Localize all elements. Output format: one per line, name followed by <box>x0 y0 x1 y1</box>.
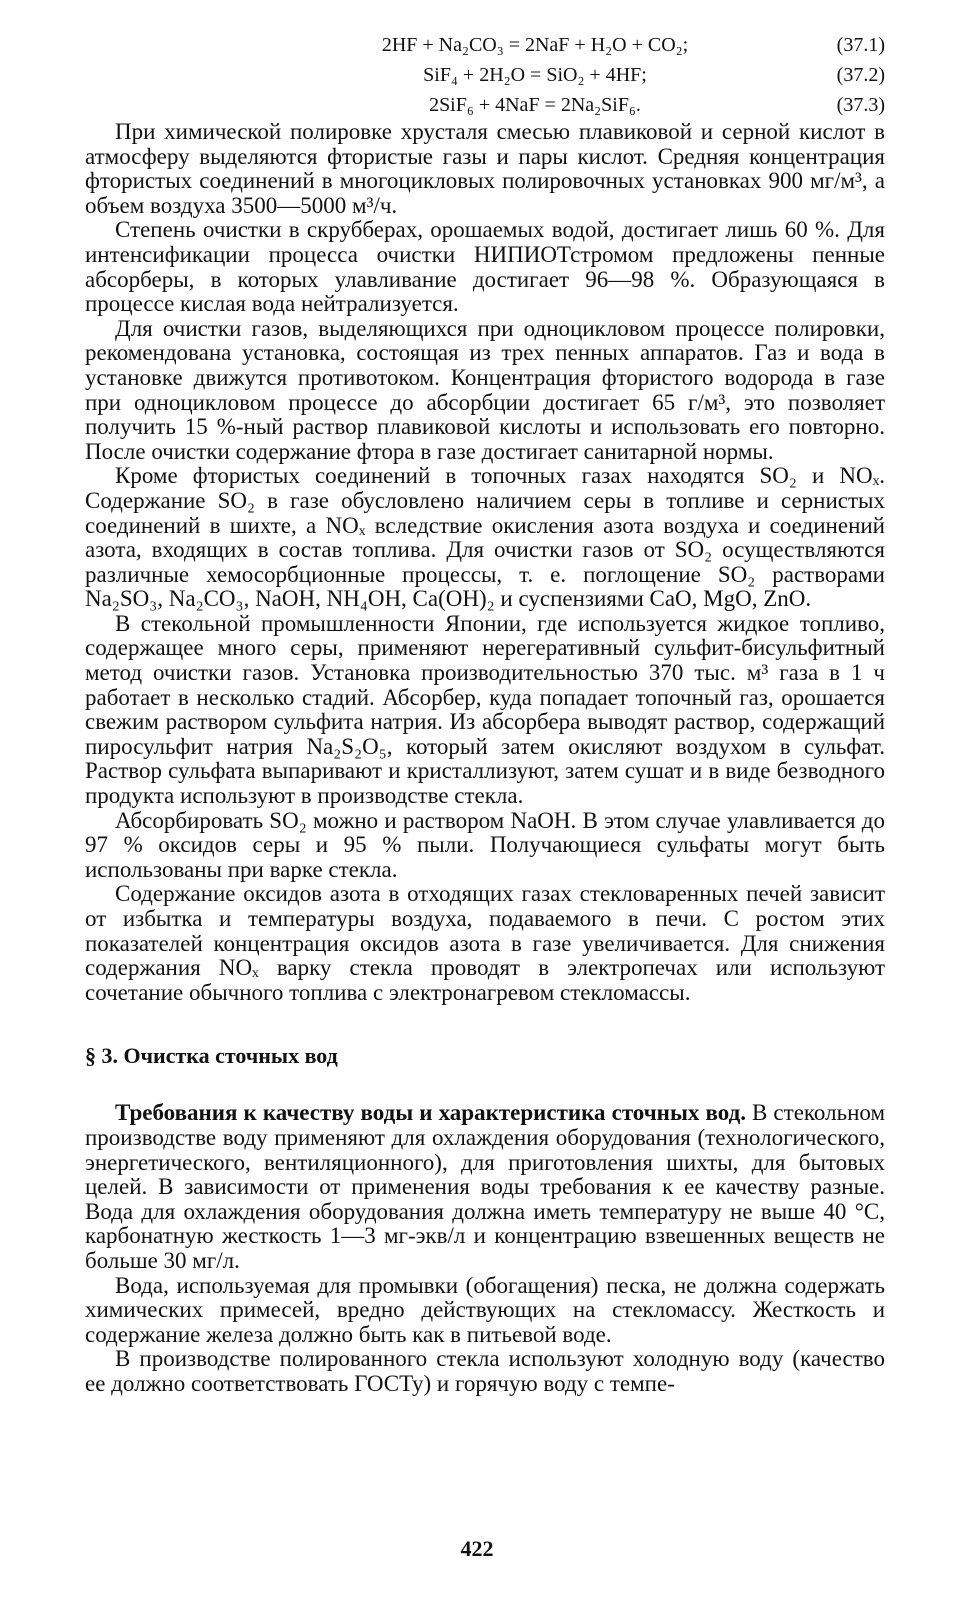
equation-row <box>85 60 885 90</box>
page-body <box>85 30 885 1397</box>
paragraph-text: В стекольном производстве воду применяют для охлаждения оборудования (технологического, энергетического, вентиляционного), для приготовления шихты, для бытовых целей. В зависимости от применения воды требования к ее качеству разные. Вода для охлаждения оборудования должна иметь температуру не выше 40 °C, карбонатную жесткость 1—3 мг-экв/л и концентрацию взвешенных веществ не больше 30 мг/л. <box>85 1100 885 1273</box>
paragraph-lead: Требования к качеству воды и характеристика сточных вод. <box>115 1100 746 1126</box>
paragraph: При химической полировке хрусталя смесью плавиковой и серной кислот в атмосферу выделяются фтористые газы и пары кислот. Средняя концентрация фтористых соединений в многоцикловых полировочных установках 900 мг/м³, а объем воздуха 3500—5000 м³/ч. <box>85 119 885 218</box>
paragraph: В стекольной промышленности Японии, где используется жидкое топливо, содержащее много серы, применяют нерегеративный сульфит-бисульфитный метод очистки газов. Установка производительностью 370 тыс. м³ газа в 1 ч работает в несколько стадий. Абсорбер, куда попадает топочный газ, орошается свежим раствором сульфита натрия. Из абсорбера выводят раствор, содержащий пиросульфит натрия Na₂S₂O₅, который затем окисляют воздухом в сульфат. Раствор сульфата выпаривают и кристаллизуют, затем сушат и в виде безводного продукта используют в производстве стекла. <box>85 610 885 809</box>
equation-formula: 2SiF₆ + 4NaF = 2Na₂SiF₆. <box>429 94 641 116</box>
equation-block <box>85 30 885 120</box>
section-title: § 3. Очистка сточных вод <box>85 1043 338 1069</box>
paragraph: Для очистки газов, выделяющихся при одноцикловом процессе полировки, рекомендована установка, состоящая из трех пенных аппаратов. Газ и вода в установке движутся противотоком. Концентрация фтористого водорода в газе при одноцикловом процессе до абсорбции достигает 65 г/м³, это позволяет получить 15 %-ный раствор плавиковой кислоты и использовать его повторно. После очистки содержание фтора в газе достигает санитарной нормы. <box>85 315 885 464</box>
equation-formula: 2HF + Na₂CO₃ = 2NaF + H₂O + CO₂; <box>381 34 689 56</box>
paragraph: Степень очистки в скрубберах, орошаемых водой, достигает лишь 60 %. Для интенсификации процесса очистки НИПИОТстромом предложены пенные абсорберы, в которых улавливание достигает 96—98 %. Образующаяся в процессе кислая вода нейтрализуется. <box>85 217 885 317</box>
equation-row <box>85 30 885 60</box>
paragraph-text: В производстве полированного стекла используют холодную воду (качество ее должно соответствовать ГОСТу) и горячую воду с темпе- <box>85 1346 885 1396</box>
equation-number: (37.3) <box>836 94 885 116</box>
paragraph: Кроме фтористых соединений в топочных газах находятся SO₂ и NOₓ. Содержание SO₂ в газе обусловлено наличием серы в топливе и сернистых соединений в шихте, а NOₓ вследствие окисления азота воздуха и соединений азота, входящих в состав топлива. Для очистки газов от SO₂ осуществляются различные хемосорбционные процессы, т. е. поглощение SO₂ растворами Na₂SO₃, Na₂CO₃, NaOH, NH₄OH, Ca(OH)₂ и суспензиями CaO, MgO, ZnO. <box>85 463 885 612</box>
paragraph <box>85 1101 885 1273</box>
page-number: 422 <box>460 1536 494 1561</box>
paragraph: Абсорбировать SO₂ можно и раствором NaOH. В этом случае улавливается до 97 % оксидов серы и 95 % пыли. Получающиеся сульфаты могут быть использованы при варке стекла. <box>85 807 885 882</box>
paragraph <box>85 1347 885 1396</box>
equation-number: (37.1) <box>836 34 885 56</box>
equation-number: (37.2) <box>836 64 885 86</box>
paragraph: Содержание оксидов азота в отходящих газах стекловаренных печей зависит от избытка и температуры воздуха, подаваемого в печи. С ростом этих показателей концентрация оксидов азота в газе увеличивается. Для снижения содержания NOₓ варку стекла проводят в электропечах или используют сочетание обычного топлива с электронагревом стекломассы. <box>85 881 885 1005</box>
paragraph <box>85 1274 885 1348</box>
equation-formula: SiF₄ + 2H₂O = SiO₂ + 4HF; <box>423 64 647 86</box>
equation-row <box>85 90 885 120</box>
paragraph-text: Вода, используемая для промывки (обогащения) песка, не должна содержать химических примесей, вредно действующих на стекломассу. Жесткость и содержание железа должно быть как в питьевой воде. <box>85 1272 885 1347</box>
